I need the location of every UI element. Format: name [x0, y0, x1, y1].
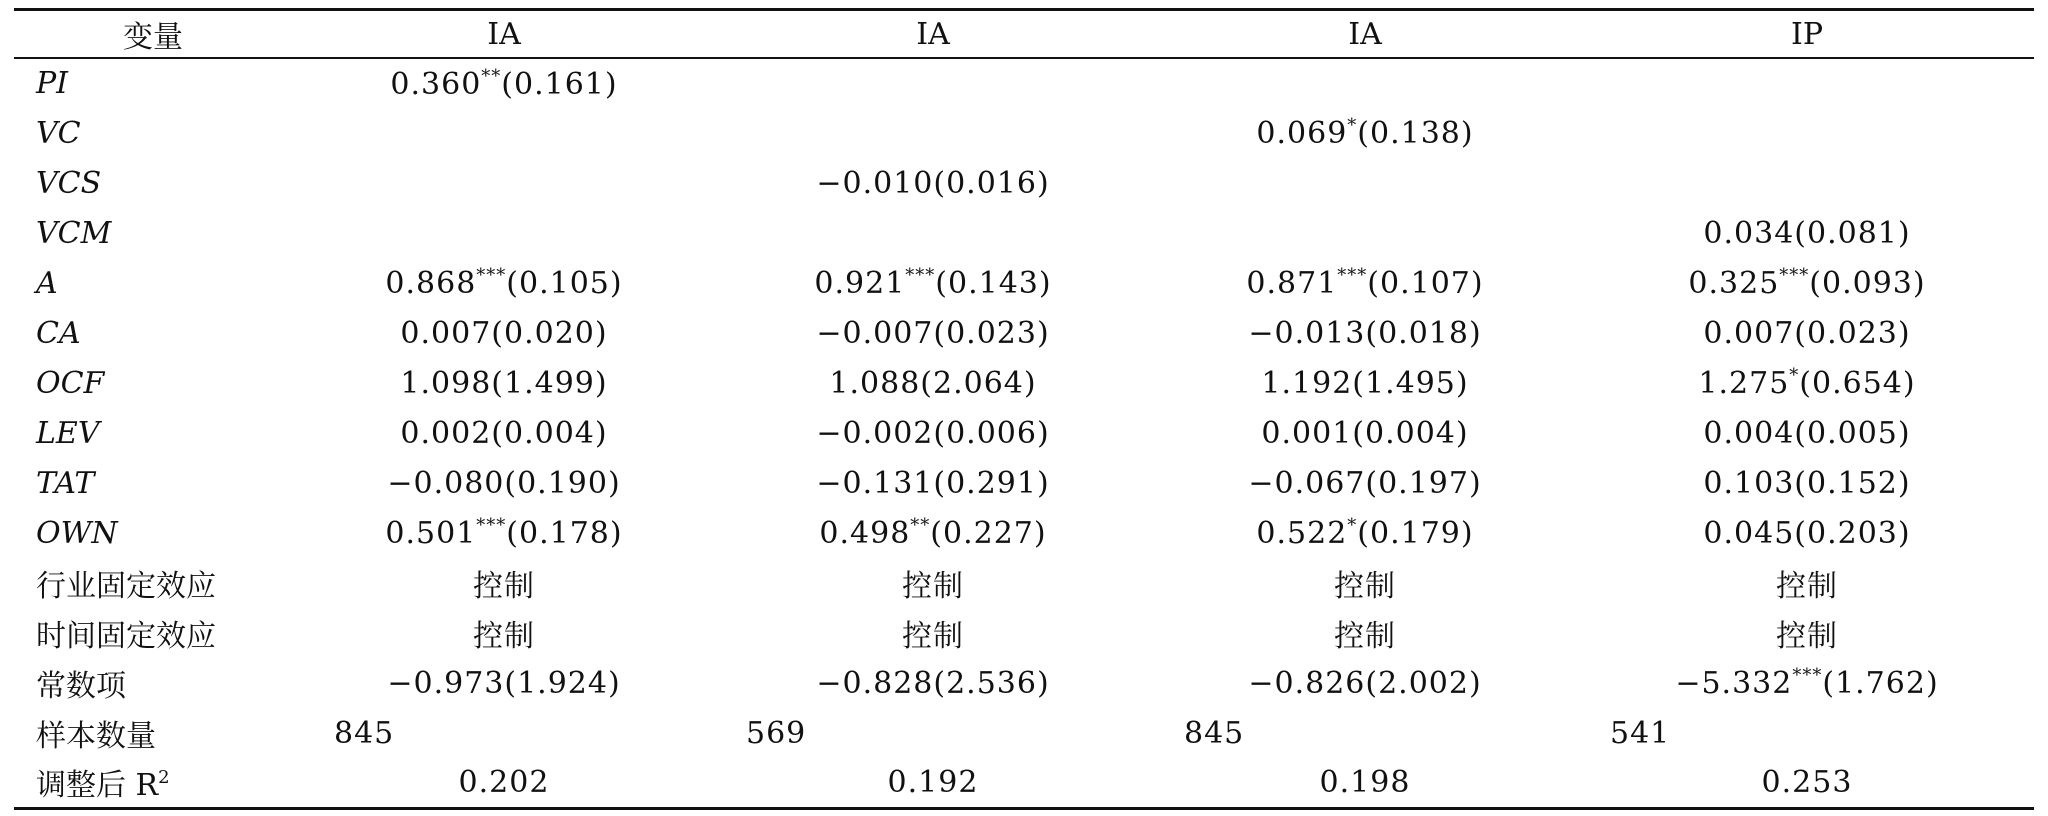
- cell-col-1: 845: [334, 715, 395, 751]
- table-row: [14, 408, 2034, 458]
- row-variable-label: VCS: [36, 165, 102, 201]
- cell-col-4: 控制: [1776, 569, 1838, 604]
- cell-col-2: −0.007(0.023): [816, 315, 1050, 351]
- row-variable-label: PI: [36, 66, 69, 101]
- cell-col-4: 0.253: [1761, 764, 1853, 800]
- cell-col-3: 845: [1184, 715, 1245, 751]
- cell-col-1: [292, 208, 716, 258]
- cell-col-4: 控制: [1776, 619, 1838, 654]
- cell-col-1: −0.080(0.190): [387, 465, 621, 501]
- cell-col-3: [1150, 208, 1580, 258]
- row-variable-label: LEV: [36, 415, 100, 451]
- cell-col-3: [1150, 58, 1580, 108]
- header-col-2: IA: [916, 16, 950, 52]
- cell-col-2: 0.192: [887, 764, 979, 800]
- row-variable-label: CA: [36, 315, 81, 351]
- row-variable-label: 行业固定效应: [36, 569, 216, 604]
- cell-col-2: −0.131(0.291): [816, 465, 1050, 501]
- row-variable: [14, 408, 292, 458]
- header-col-1: IA: [487, 16, 521, 52]
- cell-col-2: −0.828(2.536): [816, 665, 1050, 701]
- cell-col-3: 0.001(0.004): [1261, 415, 1469, 451]
- cell-col-3: 1.192(1.495): [1261, 365, 1469, 401]
- row-variable: [14, 708, 292, 758]
- header-row: [14, 10, 2034, 59]
- cell-col-1: [292, 108, 716, 158]
- cell-col-2: 控制: [902, 619, 964, 654]
- header-col-4: IP: [1790, 16, 1824, 52]
- cell-col-2: [716, 58, 1150, 108]
- row-variable-label: 调整后 R: [36, 768, 159, 804]
- table-row: [14, 758, 2034, 808]
- row-variable-label: OWN: [36, 515, 118, 551]
- cell-col-3: 0.069*(0.138): [1256, 115, 1474, 151]
- row-variable-label: OCF: [36, 365, 105, 401]
- cell-col-2: 1.088(2.064): [829, 365, 1037, 401]
- cell-col-4: 0.007(0.023): [1703, 315, 1911, 351]
- row-variable: [14, 608, 292, 658]
- cell-col-3: −0.067(0.197): [1248, 465, 1482, 501]
- table-row: [14, 58, 2034, 108]
- cell-col-2: −0.002(0.006): [816, 415, 1050, 451]
- cell-col-4: 0.045(0.203): [1703, 515, 1911, 551]
- cell-col-4: 0.325***(0.093): [1688, 265, 1926, 301]
- row-variable: [14, 358, 292, 408]
- cell-col-1: 控制: [473, 569, 535, 604]
- cell-col-1: 0.202: [458, 764, 550, 800]
- cell-col-3: [1150, 158, 1580, 208]
- row-variable: [14, 508, 292, 558]
- cell-col-1: 控制: [473, 619, 535, 654]
- row-variable-label: TAT: [36, 465, 95, 501]
- table-body: [14, 58, 2034, 808]
- cell-col-1: 0.002(0.004): [400, 415, 608, 451]
- table-row: [14, 308, 2034, 358]
- header-col-3: IA: [1348, 16, 1382, 52]
- cell-col-4: −5.332***(1.762): [1675, 665, 1939, 701]
- cell-col-1: 0.007(0.020): [400, 315, 608, 351]
- table-row: [14, 208, 2034, 258]
- cell-col-2: 569: [746, 715, 807, 751]
- cell-col-2: [716, 208, 1150, 258]
- regression-table: [14, 8, 2034, 810]
- table-row: [14, 708, 2034, 758]
- row-variable: [14, 208, 292, 258]
- row-variable: [14, 158, 292, 208]
- cell-col-3: −0.013(0.018): [1248, 315, 1482, 351]
- table-row: [14, 358, 2034, 408]
- row-variable: [14, 58, 292, 108]
- row-variable: [14, 758, 292, 808]
- table-header: [14, 10, 2034, 59]
- row-variable: [14, 658, 292, 708]
- cell-col-2: 控制: [902, 569, 964, 604]
- cell-col-2: 0.498**(0.227): [819, 515, 1047, 551]
- table-row: [14, 508, 2034, 558]
- header-variable: 变量: [123, 20, 183, 55]
- cell-col-1: −0.973(1.924): [387, 665, 621, 701]
- row-variable-label: A: [36, 265, 58, 301]
- row-variable: [14, 308, 292, 358]
- cell-col-3: 控制: [1334, 619, 1396, 654]
- table-row: [14, 108, 2034, 158]
- cell-col-1: 1.098(1.499): [400, 365, 608, 401]
- cell-col-3: −0.826(2.002): [1248, 665, 1482, 701]
- row-variable: [14, 558, 292, 608]
- cell-col-4: [1580, 58, 2034, 108]
- row-variable-label: VCM: [36, 215, 112, 251]
- cell-col-1: 0.868***(0.105): [385, 265, 623, 301]
- table-row: [14, 658, 2034, 708]
- cell-col-1: 0.360**(0.161): [390, 65, 618, 102]
- cell-col-3: 0.198: [1319, 764, 1411, 800]
- cell-col-3: 0.522*(0.179): [1256, 515, 1474, 551]
- row-variable-label: VC: [36, 115, 81, 151]
- cell-col-2: 0.921***(0.143): [814, 265, 1052, 301]
- row-variable: [14, 108, 292, 158]
- row-variable: [14, 258, 292, 308]
- cell-col-4: 0.034(0.081): [1703, 215, 1911, 251]
- cell-col-4: [1580, 158, 2034, 208]
- table-row: [14, 558, 2034, 608]
- row-variable-label: 常数项: [36, 669, 126, 704]
- table-row: [14, 608, 2034, 658]
- row-variable: [14, 458, 292, 508]
- cell-col-4: 0.004(0.005): [1703, 415, 1911, 451]
- cell-col-1: 0.501***(0.178): [385, 515, 623, 551]
- cell-col-2: [716, 108, 1150, 158]
- cell-col-1: [292, 158, 716, 208]
- cell-col-4: 541: [1610, 715, 1671, 751]
- cell-col-3: 控制: [1334, 569, 1396, 604]
- row-variable-label: 样本数量: [36, 719, 156, 754]
- cell-col-4: 0.103(0.152): [1703, 465, 1911, 501]
- cell-col-2: −0.010(0.016): [816, 165, 1050, 201]
- cell-col-3: 0.871***(0.107): [1246, 265, 1484, 301]
- cell-col-4: 1.275*(0.654): [1698, 365, 1916, 401]
- table-row: [14, 158, 2034, 208]
- table-row: [14, 258, 2034, 308]
- table-row: [14, 458, 2034, 508]
- row-variable-superscript: 2: [158, 767, 170, 789]
- cell-col-4: [1580, 108, 2034, 158]
- row-variable-label: 时间固定效应: [36, 619, 216, 654]
